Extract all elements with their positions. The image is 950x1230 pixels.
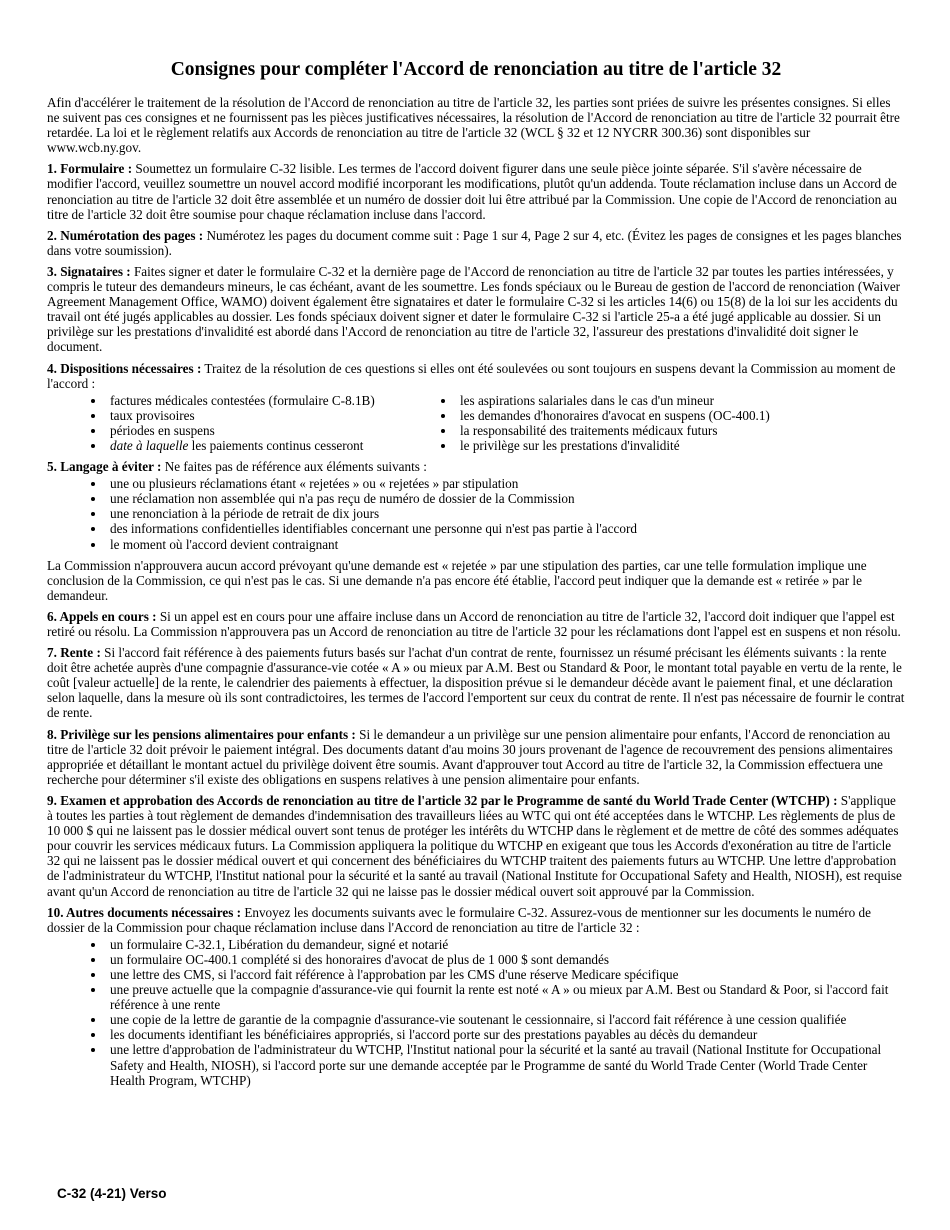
section-7 bbox=[47, 645, 905, 720]
list-item: une preuve actuelle que la compagnie d'assurance-vie qui fournit la rente est noté « A » ou mieux par A.M. Best ou Standard & Poor, si l'accord fait référence à une rente bbox=[110, 982, 905, 1012]
section-5-text: Ne faites pas de référence aux éléments suivants : bbox=[161, 459, 427, 475]
section-1-text: Soumettez un formulaire C-32 lisible. Les termes de l'accord doivent figurer dans une seule pièce jointe séparée. S'il s'avère nécessaire de modifier l'accord, veuillez soumettre un nouvel accord modifié incorporant les modifications, plutôt qu'un addenda. Toute réclamation incluse dans un Accord de renonciation au titre de l'article 32 doit être assemblée et un numéro de dossier doit lui être attribué par la Commission. Une copie de l'Accord de renonciation au titre de l'article 32 doit être soumise pour chaque réclamation incluse dans l'accord. bbox=[47, 161, 897, 222]
list-item: une copie de la lettre de garantie de la compagnie d'assurance-vie soutenant le cessionnaire, si l'accord fait référence à une cession qualifiée bbox=[110, 1012, 905, 1027]
section-6-text: Si un appel est en cours pour une affaire incluse dans un Accord de renonciation au titre de l'article 32, l'accord doit indiquer que l'appel est retiré ou résolu. La Commission n'approuvera pas un Accord de renonciation au titre de l'article 32 pour les réclamations dont l'appel est en suspens et non résolu. bbox=[47, 608, 901, 639]
section-6-heading: 6. Appels en cours : bbox=[47, 608, 157, 624]
section-3-heading: 3. Signataires : bbox=[47, 263, 131, 279]
section-2-heading: 2. Numérotation des pages : bbox=[47, 227, 204, 243]
list-item: la responsabilité des traitements médicaux futurs bbox=[460, 423, 770, 438]
list-item: une ou plusieurs réclamations étant « rejetées » ou « rejetées » par stipulation bbox=[110, 476, 905, 491]
list-item: une réclamation non assemblée qui n'a pas reçu de numéro de dossier de la Commission bbox=[110, 491, 905, 506]
section-4-text: Traitez de la résolution de ces questions si elles ont été soulevées ou sont toujours en suspens devant la Commission au moment de l'accord : bbox=[47, 360, 896, 391]
document-page bbox=[47, 58, 905, 1094]
section-7-heading: 7. Rente : bbox=[47, 645, 101, 661]
form-footer: C-32 (4-21) Verso bbox=[57, 1186, 167, 1201]
list-item: les documents identifiant les bénéficiaires appropriés, si l'accord porte sur des prestations payables au décès du demandeur bbox=[110, 1027, 905, 1042]
section-5-after: La Commission n'approuvera aucun accord prévoyant qu'une demande est « rejetée » par une stipulation des parties, car une telle formulation implique une conclusion de la Commission, ce qui n'est pas le cas. Si une demande n'a pas encore été établie, l'accord peut indiquer que la demande est « retirée » par le demandeur. bbox=[47, 557, 867, 603]
section-5-list bbox=[47, 476, 905, 551]
section-6 bbox=[47, 609, 905, 639]
page-title: Consignes pour compléter l'Accord de renonciation au titre de l'article 32 bbox=[170, 59, 782, 80]
list-item: une lettre des CMS, si l'accord fait référence à l'approbation par les CMS d'une réserve Medicare spécifique bbox=[110, 967, 905, 982]
list-item: un formulaire C-32.1, Libération du demandeur, signé et notarié bbox=[110, 937, 905, 952]
list-item: les demandes d'honoraires d'avocat en suspens (OC-400.1) bbox=[460, 407, 770, 423]
section-2-text: Numérotez les pages du document comme suit : Page 1 sur 4, Page 2 sur 4, etc. (Évitez les pages de consignes et les pages blanches dans votre soumission). bbox=[47, 227, 902, 258]
section-4-heading: 4. Dispositions nécessaires : bbox=[47, 360, 202, 376]
section-4-right-list bbox=[440, 393, 770, 453]
section-4 bbox=[47, 361, 905, 391]
section-10-heading: 10. Autres documents nécessaires : bbox=[47, 904, 242, 920]
section-1-heading: 1. Formulaire : bbox=[47, 161, 133, 177]
section-3-text: Faites signer et dater le formulaire C-32 et la dernière page de l'Accord de renonciation au titre de l'article 32 par toutes les parties intéressées, y compris le tuteur des demandeurs mineurs, le cas échéant, avant de les soumettre. Les fonds spéciaux ou le Bureau de gestion de l'accord de renonciation (Waiver Agreement Management Office, WAMO) doivent également être signataires et dater le formulaire C-32 si les articles 14(6) ou 15(8) de la loi sur les accidents du travail ont été jugés applicables au dossier. Les fonds spéciaux doivent signer et dater le formulaire C-32 si l'article 25-a a été jugé applicable au dossier. Si un privilège sur les prestations d'invalidité est abordé dans l'Accord de renonciation au titre de l'article 32, l'assureur des prestations d'invalidité doit signer le document. bbox=[47, 263, 901, 355]
list-item: le moment où l'accord devient contraignant bbox=[110, 537, 905, 552]
section-9 bbox=[47, 793, 905, 899]
list-item: périodes en suspens bbox=[110, 423, 440, 438]
intro-paragraph: Afin d'accélérer le traitement de la résolution de l'Accord de renonciation au titre de l'article 32, les parties sont priées de suivre les présentes consignes. Si elles ne suivent pas ces consignes et ne fournissent pas les pièces justificatives nécessaires, la résolution de l'Accord de renonciation au titre de l'article 32 pourrait être retardée. La loi et le règlement relatifs aux Accords de renonciation au titre de l'article 32 (WCL § 32 et 12 NYCRR 300.36) sont disponibles sur www.wcb.ny.gov. bbox=[47, 95, 900, 156]
section-8 bbox=[47, 727, 905, 787]
italic-text: date à laquelle bbox=[110, 437, 189, 453]
section-8-text: Si le demandeur a un privilège sur une pension alimentaire pour enfants, l'Accord de renonciation au titre de l'article 32 doit prévoir le paiement intégral. Des documents datant d'au moins 30 jours provenant de l'agence de recouvrement des pensions alimentaires appropriée et détaillant le montant actuel du privilège doivent être soumis. Avant d'approuver tout Accord au titre de l'article 32, la Commission effectuera une recherche pour déterminer s'il existe des obligations en suspens relatives à une pension alimentaire pour enfants. bbox=[47, 726, 893, 787]
list-item: les aspirations salariales dans le cas d'un mineur bbox=[460, 393, 770, 408]
section-4-list bbox=[47, 393, 905, 453]
section-10 bbox=[47, 905, 905, 935]
list-item: une lettre d'approbation de l'administrateur du WTCHP, l'Institut national pour la sécurité et la santé au travail (National Institute for Occupational Safety and Health, NIOSH), si l'accord porte sur une demande acceptée par le Programme de santé du World Trade Center (World Trade Center Health Program, WTCHP) bbox=[110, 1042, 905, 1087]
section-9-text: S'applique à toutes les parties à tout règlement de demandes d'indemnisation des travailleurs liées au WTC qui ont été acceptées dans le WTCHP. Les règlements de plus de 10 000 $ qui ne laissent pas le dossier médical ouvert sont tenus de protéger les intérêts du WTCHP dans le règlement et de mettre de côté des sommes adéquates pour couvrir les services médicaux futurs. La Commission appliquera la politique du WTCHP en exigeant que tous les Accords d'exonération au titre de l'article 32 qui ne laissent pas le dossier médical ouvert et qui concernent des bénéficiaires du WTCHP traitent des paiements futurs au WTCHP. Une lettre d'approbation de l'administrateur du WTCHP, l'Institut national pour la sécurité et la santé au travail (National Institute for Occupational Safety and Health, NIOSH), est requise avant qu'un Accord de renonciation au titre de l'article 32 qui ne laisse pas le dossier médical ouvert soit approuvé par la Commission. bbox=[47, 792, 902, 899]
list-item: factures médicales contestées (formulaire C-8.1B) bbox=[110, 393, 440, 408]
list-item: le privilège sur les prestations d'invalidité bbox=[460, 438, 770, 453]
list-item: des informations confidentielles identifiables concernant une personne qui n'est pas partie à l'accord bbox=[110, 521, 905, 536]
list-item: un formulaire OC-400.1 complété si des honoraires d'avocat de plus de 1 000 $ sont demandés bbox=[110, 952, 905, 967]
section-5-heading: 5. Langage à éviter : bbox=[47, 459, 162, 475]
list-item: taux provisoires bbox=[110, 408, 440, 423]
list-item: date à laquelle les paiements continus cesseront bbox=[110, 438, 440, 453]
section-10-text: Envoyez les documents suivants avec le formulaire C-32. Assurez-vous de mentionner sur les documents le numéro de dossier de la Commission pour chaque réclamation incluse dans l'Accord de renonciation au titre de l'article 32 : bbox=[47, 904, 871, 935]
section-10-list bbox=[47, 937, 905, 1088]
list-item: une renonciation à la période de retrait de dix jours bbox=[110, 506, 905, 521]
section-2 bbox=[47, 228, 905, 258]
section-8-heading: 8. Privilège sur les pensions alimentaires pour enfants : bbox=[47, 726, 356, 742]
section-3 bbox=[47, 264, 905, 355]
section-4-left-list bbox=[47, 393, 440, 453]
section-5 bbox=[47, 459, 905, 474]
section-7-text: Si l'accord fait référence à des paiements futurs basés sur l'achat d'un contrat de rente, fournissez un résumé précisant les éléments suivants : la rente doit être achetée auprès d'une compagnie d'assurance-vie cotée « A » ou mieux par A.M. Best ou Standard & Poor, le montant total payable en vertu de la rente, le coût [valeur actuelle] de la rente, le calendrier des paiements à effectuer, la disposition prévue si le demandeur décède avant le paiement final, et une déclaration selon laquelle, dans la mesure où ils sont contradictoires, les termes de l'accord l'emportent sur ceux du contrat de rente. Il n'est pas nécessaire de fournir le contrat de rente. bbox=[47, 645, 905, 721]
section-1 bbox=[47, 161, 905, 221]
section-9-heading: 9. Examen et approbation des Accords de renonciation au titre de l'article 32 par le Programme de santé du World Trade Center (WTCHP) : bbox=[47, 792, 838, 808]
